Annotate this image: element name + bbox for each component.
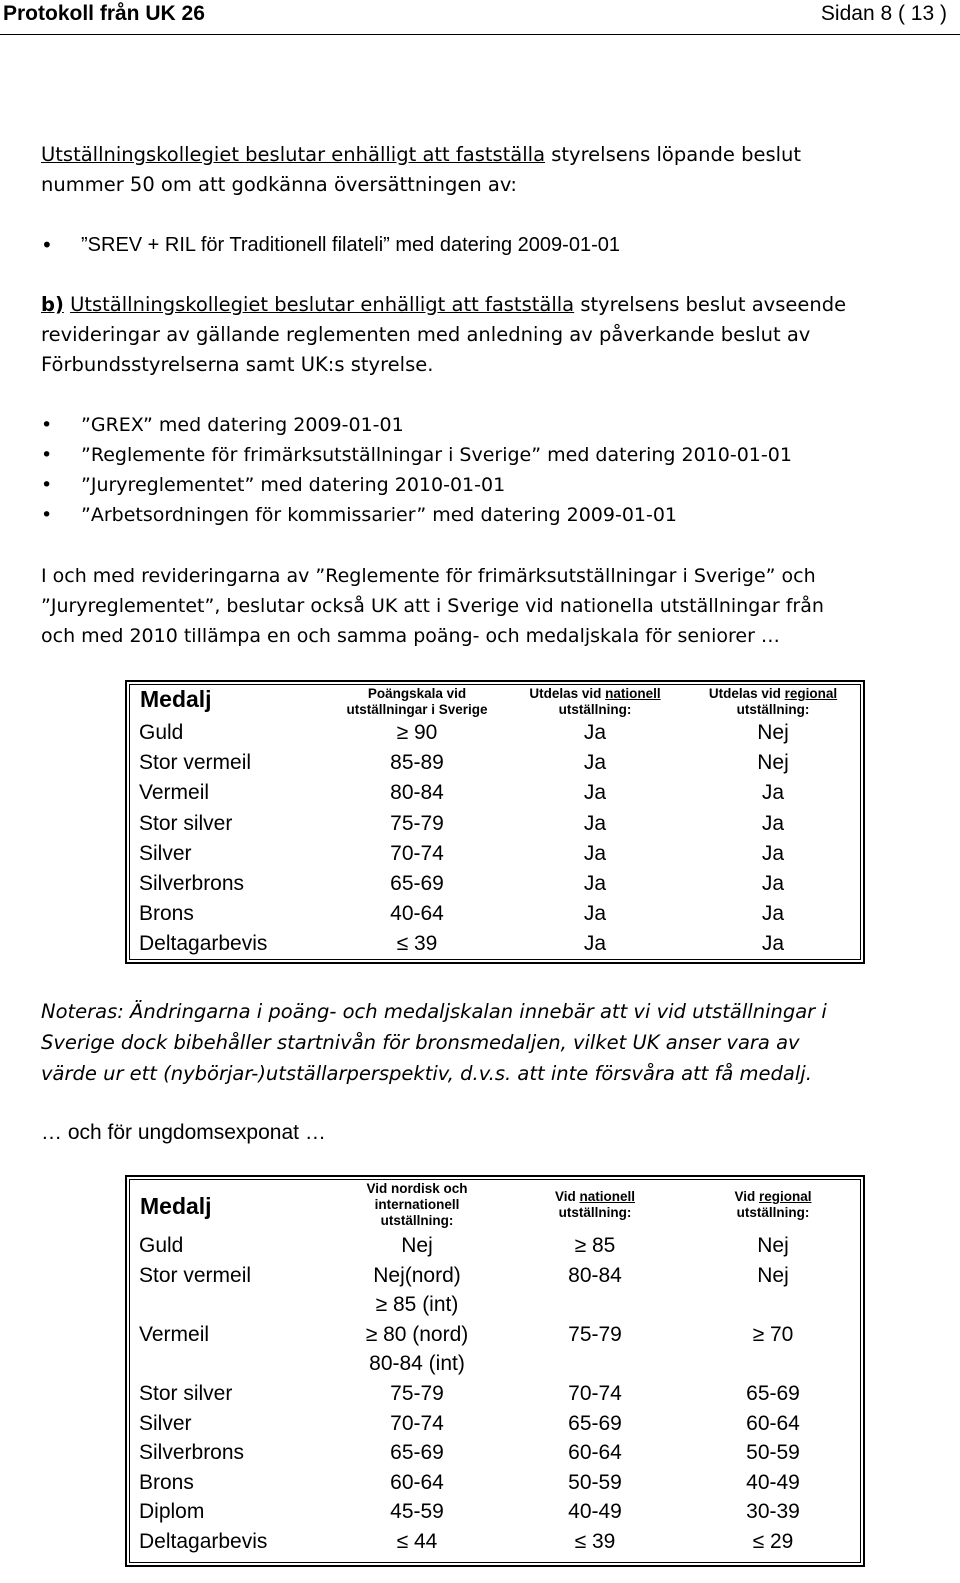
table-cell: 80-84 (int) — [369, 1352, 465, 1376]
section-b-rest: styrelsens beslut avseende — [574, 293, 847, 316]
bullet-text: ”SREV + RIL för Traditionell filateli” med datering 2009-01-01 — [81, 234, 620, 256]
table-cell: 85-89 — [390, 751, 444, 775]
note-line-3: värde ur ett (nybörjar-)utställarperspektiv, d.v.s. att inte försvåra att få medalj. — [41, 1062, 812, 1085]
table-cell: 65-69 — [568, 1411, 622, 1435]
table-cell: 75-79 — [568, 1322, 622, 1346]
table-cell: 80-84 — [390, 781, 444, 805]
senior-line-1: I och med revideringarna av ”Reglemente för frimärksutställningar i Sverige” och — [41, 565, 816, 587]
table-cell: 60-64 — [746, 1411, 800, 1435]
table-cell: Ja — [761, 872, 785, 895]
bullet-icon: • — [41, 474, 53, 496]
table-cell: 60-64 — [568, 1441, 622, 1465]
table-cell: 40-49 — [568, 1500, 622, 1524]
medal-name-cell: Brons — [139, 902, 194, 926]
table-header-medalj: Medalj — [140, 1193, 212, 1219]
table-cell: Nej — [757, 1234, 789, 1257]
table-cell: 80-84 — [568, 1263, 622, 1287]
table-cell: Ja — [583, 811, 607, 835]
table-cell: Ja — [761, 841, 785, 865]
medal-name-cell: Guld — [139, 1234, 184, 1257]
table-cell: ≤ 39 — [574, 1530, 616, 1553]
intro-rest: styrelsens löpande beslut — [545, 143, 802, 166]
bullet-text: ”Reglemente för frimärksutställningar i Sverige” med datering 2010-01-01 — [81, 444, 792, 466]
bullet-text: ”Arbetsordningen för kommissarier” med datering 2009-01-01 — [81, 504, 678, 526]
table-cell: ≥ 90 — [396, 721, 438, 744]
table-cell: Ja — [583, 902, 607, 926]
medal-name-cell: Deltagarbevis — [139, 932, 268, 956]
table-cell: Ja — [583, 751, 607, 775]
table-cell: 70-74 — [390, 841, 444, 865]
table-cell: 50-59 — [746, 1441, 800, 1465]
medal-name-cell: Silverbrons — [139, 872, 245, 895]
table-cell: ≥ 70 — [752, 1322, 794, 1346]
section-b-line-1 — [41, 290, 941, 320]
medal-name-cell: Stor silver — [139, 811, 233, 835]
medal-name-cell: Diplom — [139, 1500, 205, 1524]
medal-name-cell: Stor vermeil — [139, 1263, 252, 1287]
note-line-1: Noteras: Ändringarna i poäng- och medaljskalan innebär att vi vid utställningar i — [41, 1000, 827, 1023]
table-cell: 70-74 — [568, 1382, 622, 1405]
table-cell: ≥ 85 — [574, 1234, 616, 1257]
medal-name-cell: Stor vermeil — [139, 751, 252, 775]
table-cell: Ja — [761, 932, 785, 956]
intro-underlined: Utställningskollegiet beslutar enhälligt att fastställa — [41, 143, 546, 166]
bullet-icon: • — [41, 233, 53, 257]
table-cell: ≥ 85 (int) — [375, 1293, 459, 1317]
intro-line-2: nummer 50 om att godkänna översättningen av: — [41, 173, 517, 196]
table-cell: 65-69 — [746, 1382, 800, 1405]
youth-medal-table — [125, 1175, 865, 1567]
page-number: Sidan 8 ( 13 ) — [820, 2, 947, 25]
intro-paragraph — [41, 140, 941, 200]
table-cell: 40-64 — [390, 902, 444, 926]
bullet-text: ”GREX” med datering 2009-01-01 — [81, 414, 404, 436]
table-cell: Ja — [761, 781, 785, 805]
table-cell: Ja — [583, 841, 607, 865]
table-header-regional: Utdelas vid regional utställning: — [708, 686, 838, 717]
table-cell: Ja — [583, 781, 607, 805]
page-header — [0, 0, 960, 35]
table-cell: 45-59 — [390, 1500, 444, 1524]
medal-name-cell: Brons — [139, 1470, 194, 1494]
intro-line-1 — [41, 140, 941, 170]
table-cell: ≤ 44 — [396, 1530, 438, 1553]
section-b-label: b) — [41, 293, 64, 316]
bullet-text: ”Juryreglementet” med datering 2010-01-01 — [81, 474, 506, 496]
table-cell: Ja — [583, 932, 607, 956]
senior-line-3: och med 2010 tillämpa en och samma poäng- och medaljskala för seniorer … — [41, 625, 780, 647]
table-cell: 65-69 — [390, 1441, 444, 1465]
table-cell: Ja — [761, 811, 785, 835]
table-cell: 60-64 — [390, 1470, 444, 1494]
document-title: Protokoll från UK 26 — [3, 2, 205, 25]
table-header-nordic: Vid nordisk och internationell utställning: — [366, 1181, 468, 1228]
table-cell: ≥ 80 (nord) — [365, 1322, 469, 1346]
medal-name-cell: Silver — [139, 841, 192, 865]
table-cell: Nej — [757, 1263, 789, 1287]
medal-name-cell: Vermeil — [139, 1322, 210, 1346]
table-cell: Ja — [583, 872, 607, 895]
table-cell: 75-79 — [390, 811, 444, 835]
table-header-national: Vid nationell utställning: — [554, 1189, 636, 1220]
youth-intro: … och för ungdomsexponat … — [41, 1121, 326, 1144]
medal-name-cell: Silver — [139, 1411, 192, 1435]
section-b-line-3: Förbundsstyrelserna samt UK:s styrelse. — [41, 353, 434, 376]
table-header-medalj: Medalj — [140, 686, 212, 712]
note-paragraph — [41, 996, 946, 1089]
section-b-underlined: Utställningskollegiet beslutar enhälligt att fastställa — [70, 293, 575, 316]
table-cell: 50-59 — [568, 1470, 622, 1494]
table-cell: Ja — [583, 721, 607, 744]
table-cell: 40-49 — [746, 1470, 800, 1494]
bullet-icon: • — [41, 414, 53, 436]
section-b — [41, 290, 941, 380]
medal-name-cell: Guld — [139, 721, 184, 744]
medal-name-cell: Deltagarbevis — [139, 1530, 268, 1553]
table-cell: Nej(nord) — [373, 1263, 461, 1287]
table-cell: Nej — [757, 721, 789, 744]
table-cell: ≤ 29 — [752, 1530, 794, 1553]
bullet-icon: • — [41, 504, 53, 526]
table-cell: Nej — [757, 751, 789, 775]
table-cell: 30-39 — [746, 1500, 800, 1524]
medal-name-cell: Vermeil — [139, 781, 210, 805]
note-line-2: Sverige dock bibehåller startnivån för bronsmedaljen, vilket UK anser vara av — [41, 1031, 800, 1054]
medal-name-cell: Silverbrons — [139, 1441, 245, 1465]
senior-line-2: ”Juryreglementet”, beslutar också UK att i Sverige vid nationella utställningar från — [41, 595, 824, 617]
table-header-regional: Vid regional utställning: — [734, 1189, 812, 1220]
senior-paragraph — [41, 561, 941, 651]
table-cell: 70-74 — [390, 1411, 444, 1435]
table-cell: ≤ 39 — [396, 932, 438, 956]
table-header-points: Poängskala vid utställningar i Sverige — [346, 686, 488, 717]
senior-medal-table — [125, 680, 865, 964]
bullet-icon: • — [41, 444, 53, 466]
table-header-national: Utdelas vid nationell utställning: — [529, 686, 661, 717]
section-b-line-2: revideringar av gällande reglementen med anledning av påverkande beslut av — [41, 323, 811, 346]
table-cell: 75-79 — [390, 1382, 444, 1405]
table-cell: Nej — [401, 1234, 433, 1257]
table-cell: 65-69 — [390, 872, 444, 895]
medal-name-cell: Stor silver — [139, 1382, 233, 1405]
table-cell: Ja — [761, 902, 785, 926]
